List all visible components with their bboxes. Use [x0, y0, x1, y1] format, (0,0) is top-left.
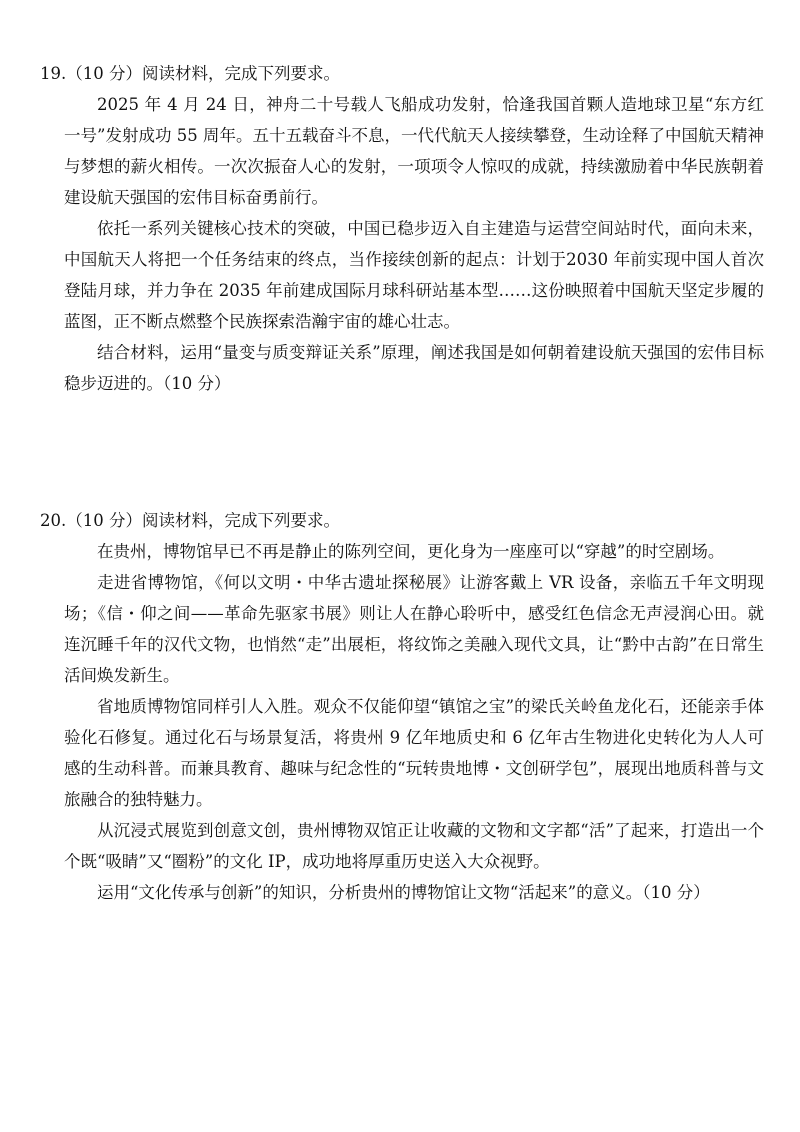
question-19 — [40, 58, 764, 399]
question-19-paragraph-2: 依托一系列关键核心技术的突破，中国已稳步迈入自主建造与运营空间站时代，面向未来，中国航天人将把一个任务结束的终点，当作接续创新的起点：计划于2030 年前实现中国人首次登陆月球，并力争在 2035 年前建成国际月球科研站基本型……这份映照着中国航天坚定步履的蓝图，正不断点燃整个民族探索浩瀚宇宙的雄心壮志。 — [64, 219, 764, 331]
question-20-prompt: 运用“文化传承与创新”的知识，分析贵州的博物馆让文物“活起来”的意义。（10 分） — [97, 883, 710, 902]
question-20-paragraph-3: 省地质博物馆同样引人入胜。观众不仅能仰望“镇馆之宝”的梁氏关岭鱼龙化石，还能亲手体验化石修复。通过化石与场景复活，将贵州 9 亿年地质史和 6 亿年古生物进化史转化为人人可感的生动科普。而兼具教育、趣味与纪念性的“玩转贵地博・文创研学包”，展现出地质科普与文旅融合的独特魅力。 — [64, 697, 764, 809]
question-20 — [40, 505, 764, 908]
question-19-heading: 19.（10 分）阅读材料，完成下列要求。 — [40, 64, 340, 83]
question-19-prompt: 结合材料，运用“量变与质变辩证关系”原理，阐述我国是如何朝着建设航天强国的宏伟目标稳步迈进的。（10 分） — [64, 343, 764, 393]
question-20-heading: 20.（10 分）阅读材料，完成下列要求。 — [40, 511, 340, 530]
question-19-paragraph-1: 2025 年 4 月 24 日，神舟二十号载人飞船成功发射，恰逢我国首颗人造地球卫星“东方红一号”发射成功 55 周年。五十五载奋斗不息，一代代航天人接续攀登，生动诠释了中国航天精神与梦想的薪火相传。一次次振奋人心的发射，一项项令人惊叹的成就，持续激励着中华民族朝着建设航天强国的宏伟目标奋勇前行。 — [64, 95, 764, 207]
question-20-paragraph-4: 从沉浸式展览到创意文创，贵州博物双馆正让收藏的文物和文字都“活”了起来，打造出一个个既“吸睛”又“圈粉”的文化 IP，成功地将厚重历史送入大众视野。 — [64, 821, 764, 871]
question-20-paragraph-1: 在贵州，博物馆早已不再是静止的陈列空间，更化身为一座座可以“穿越”的时空剧场。 — [97, 542, 725, 561]
question-20-paragraph-2: 走进省博物馆，《何以文明・中华古遗址探秘展》让游客戴上 VR 设备，亲临五千年文明现场；《信・仰之间——革命先驱家书展》则让人在静心聆听中，感受红色信念无声浸润心田。就连沉睡千年的汉代文物，也悄然“走”出展柜，将纹饰之美融入现代文具，让“黔中古韵”在日常生活间焕发新生。 — [64, 573, 764, 685]
